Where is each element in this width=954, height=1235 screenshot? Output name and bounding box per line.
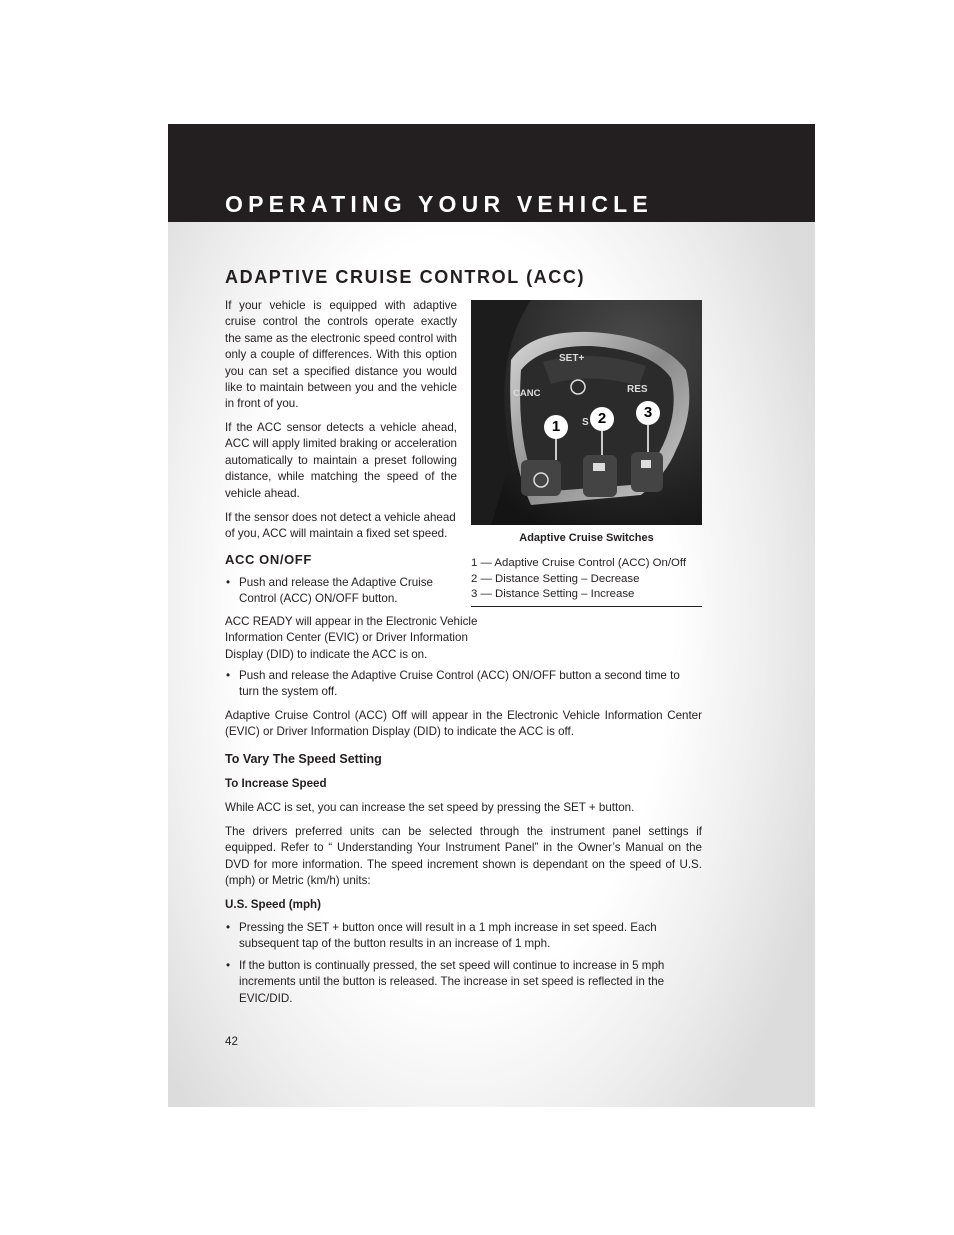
s-label: S xyxy=(582,417,589,428)
increase-speed-heading: To Increase Speed xyxy=(225,777,327,790)
bullet-text: Pressing the SET + button once will result in a 1 mph increase in set speed. Each subsequent tap of the button results in an increase of 1 mph. xyxy=(239,921,657,951)
figure-caption: Adaptive Cruise Switches xyxy=(519,532,654,544)
chapter-header xyxy=(168,124,815,222)
manual-page xyxy=(168,124,815,1107)
legend-item-1: 1 — Adaptive Cruise Control (ACC) On/Off xyxy=(471,557,687,569)
callout-1: 1 xyxy=(544,415,568,439)
bullet-dot: • xyxy=(226,576,231,589)
set-plus-label: SET+ xyxy=(559,353,585,364)
vary-speed-heading: To Vary The Speed Setting xyxy=(225,752,382,766)
bullet-dot: • xyxy=(226,921,231,934)
us-speed-bullet-1 xyxy=(225,920,702,953)
adaptive-cruise-switches-figure xyxy=(471,300,702,525)
distance-decrease-icon xyxy=(593,463,605,471)
steering-wheel-illustration xyxy=(471,300,702,525)
callout-3: 3 xyxy=(636,401,660,425)
bullet-text: Push and release the Adaptive Cruise Control (ACC) ON/OFF button a second time to turn the system off. xyxy=(239,669,680,699)
legend-item-2: 2 — Distance Setting – Decrease xyxy=(471,572,640,585)
intro-paragraph-1: If your vehicle is equipped with adaptive cruise control the controls operate exactly the same as the electronic speed control with only a couple of differences. With this option you can set a specified distance you would like to maintain between you and the vehicle in front of you. xyxy=(225,299,457,411)
acc-ready-paragraph: ACC READY will appear in the Electronic Vehicle Information Center (EVIC) or Driver Information Display (DID) to indicate the ACC is on. xyxy=(225,615,478,661)
chapter-title: OPERATING YOUR VEHICLE xyxy=(225,191,653,217)
bullet-dot: • xyxy=(226,669,231,682)
increase-speed-paragraph: While ACC is set, you can increase the set speed by pressing the SET + button. xyxy=(225,801,635,814)
distance-increase-icon xyxy=(641,460,651,468)
bullet-dot: • xyxy=(226,959,231,972)
figure-legend xyxy=(471,556,702,603)
us-speed-heading: U.S. Speed (mph) xyxy=(225,898,321,911)
acc-onoff-bullet-1 xyxy=(225,575,457,608)
canc-label: CANC xyxy=(513,388,541,399)
acc-off-paragraph: Adaptive Cruise Control (ACC) Off will appear in the Electronic Vehicle Information Center (EVIC) or Driver Information Display (DID) to indicate the ACC is off. xyxy=(225,709,702,739)
bullet-text: If the button is continually pressed, the set speed will continue to increase in 5 mph increments until the button is released. The increase in set speed is reflected in the EVIC/DID. xyxy=(239,959,665,1005)
intro-paragraph-3: If the sensor does not detect a vehicle ahead of you, ACC will maintain a fixed set speed. xyxy=(225,511,456,541)
units-paragraph: The drivers preferred units can be selected through the instrument panel settings if equipped. Refer to “ Understanding Your Instrument Panel” in the Owner’s Manual on the DVD for more information. The speed increment shown is dependant on the speed of U.S. (mph) or Metric (km/h) units: xyxy=(225,825,702,888)
bullet-text: Push and release the Adaptive Cruise Control (ACC) ON/OFF button. xyxy=(239,576,433,606)
section-title: ADAPTIVE CRUISE CONTROL (ACC) xyxy=(225,267,586,287)
distance-decrease-button xyxy=(583,455,617,497)
callout-2: 2 xyxy=(590,407,614,431)
acc-onoff-heading: ACC ON/OFF xyxy=(225,552,312,567)
distance-increase-button xyxy=(631,452,663,492)
acc-onoff-bullet-2 xyxy=(225,668,702,701)
acc-onoff-button xyxy=(521,460,561,496)
us-speed-bullet-2 xyxy=(225,958,702,1007)
legend-rule xyxy=(471,606,702,607)
res-label: RES xyxy=(627,384,648,395)
intro-paragraph-2: If the ACC sensor detects a vehicle ahead, ACC will apply limited braking or acceleration automatically to maintain a preset following distance, while matching the speed of the vehicle ahead. xyxy=(225,421,457,500)
legend-item-3: 3 — Distance Setting – Increase xyxy=(471,588,635,601)
page-number: 42 xyxy=(225,1035,238,1048)
